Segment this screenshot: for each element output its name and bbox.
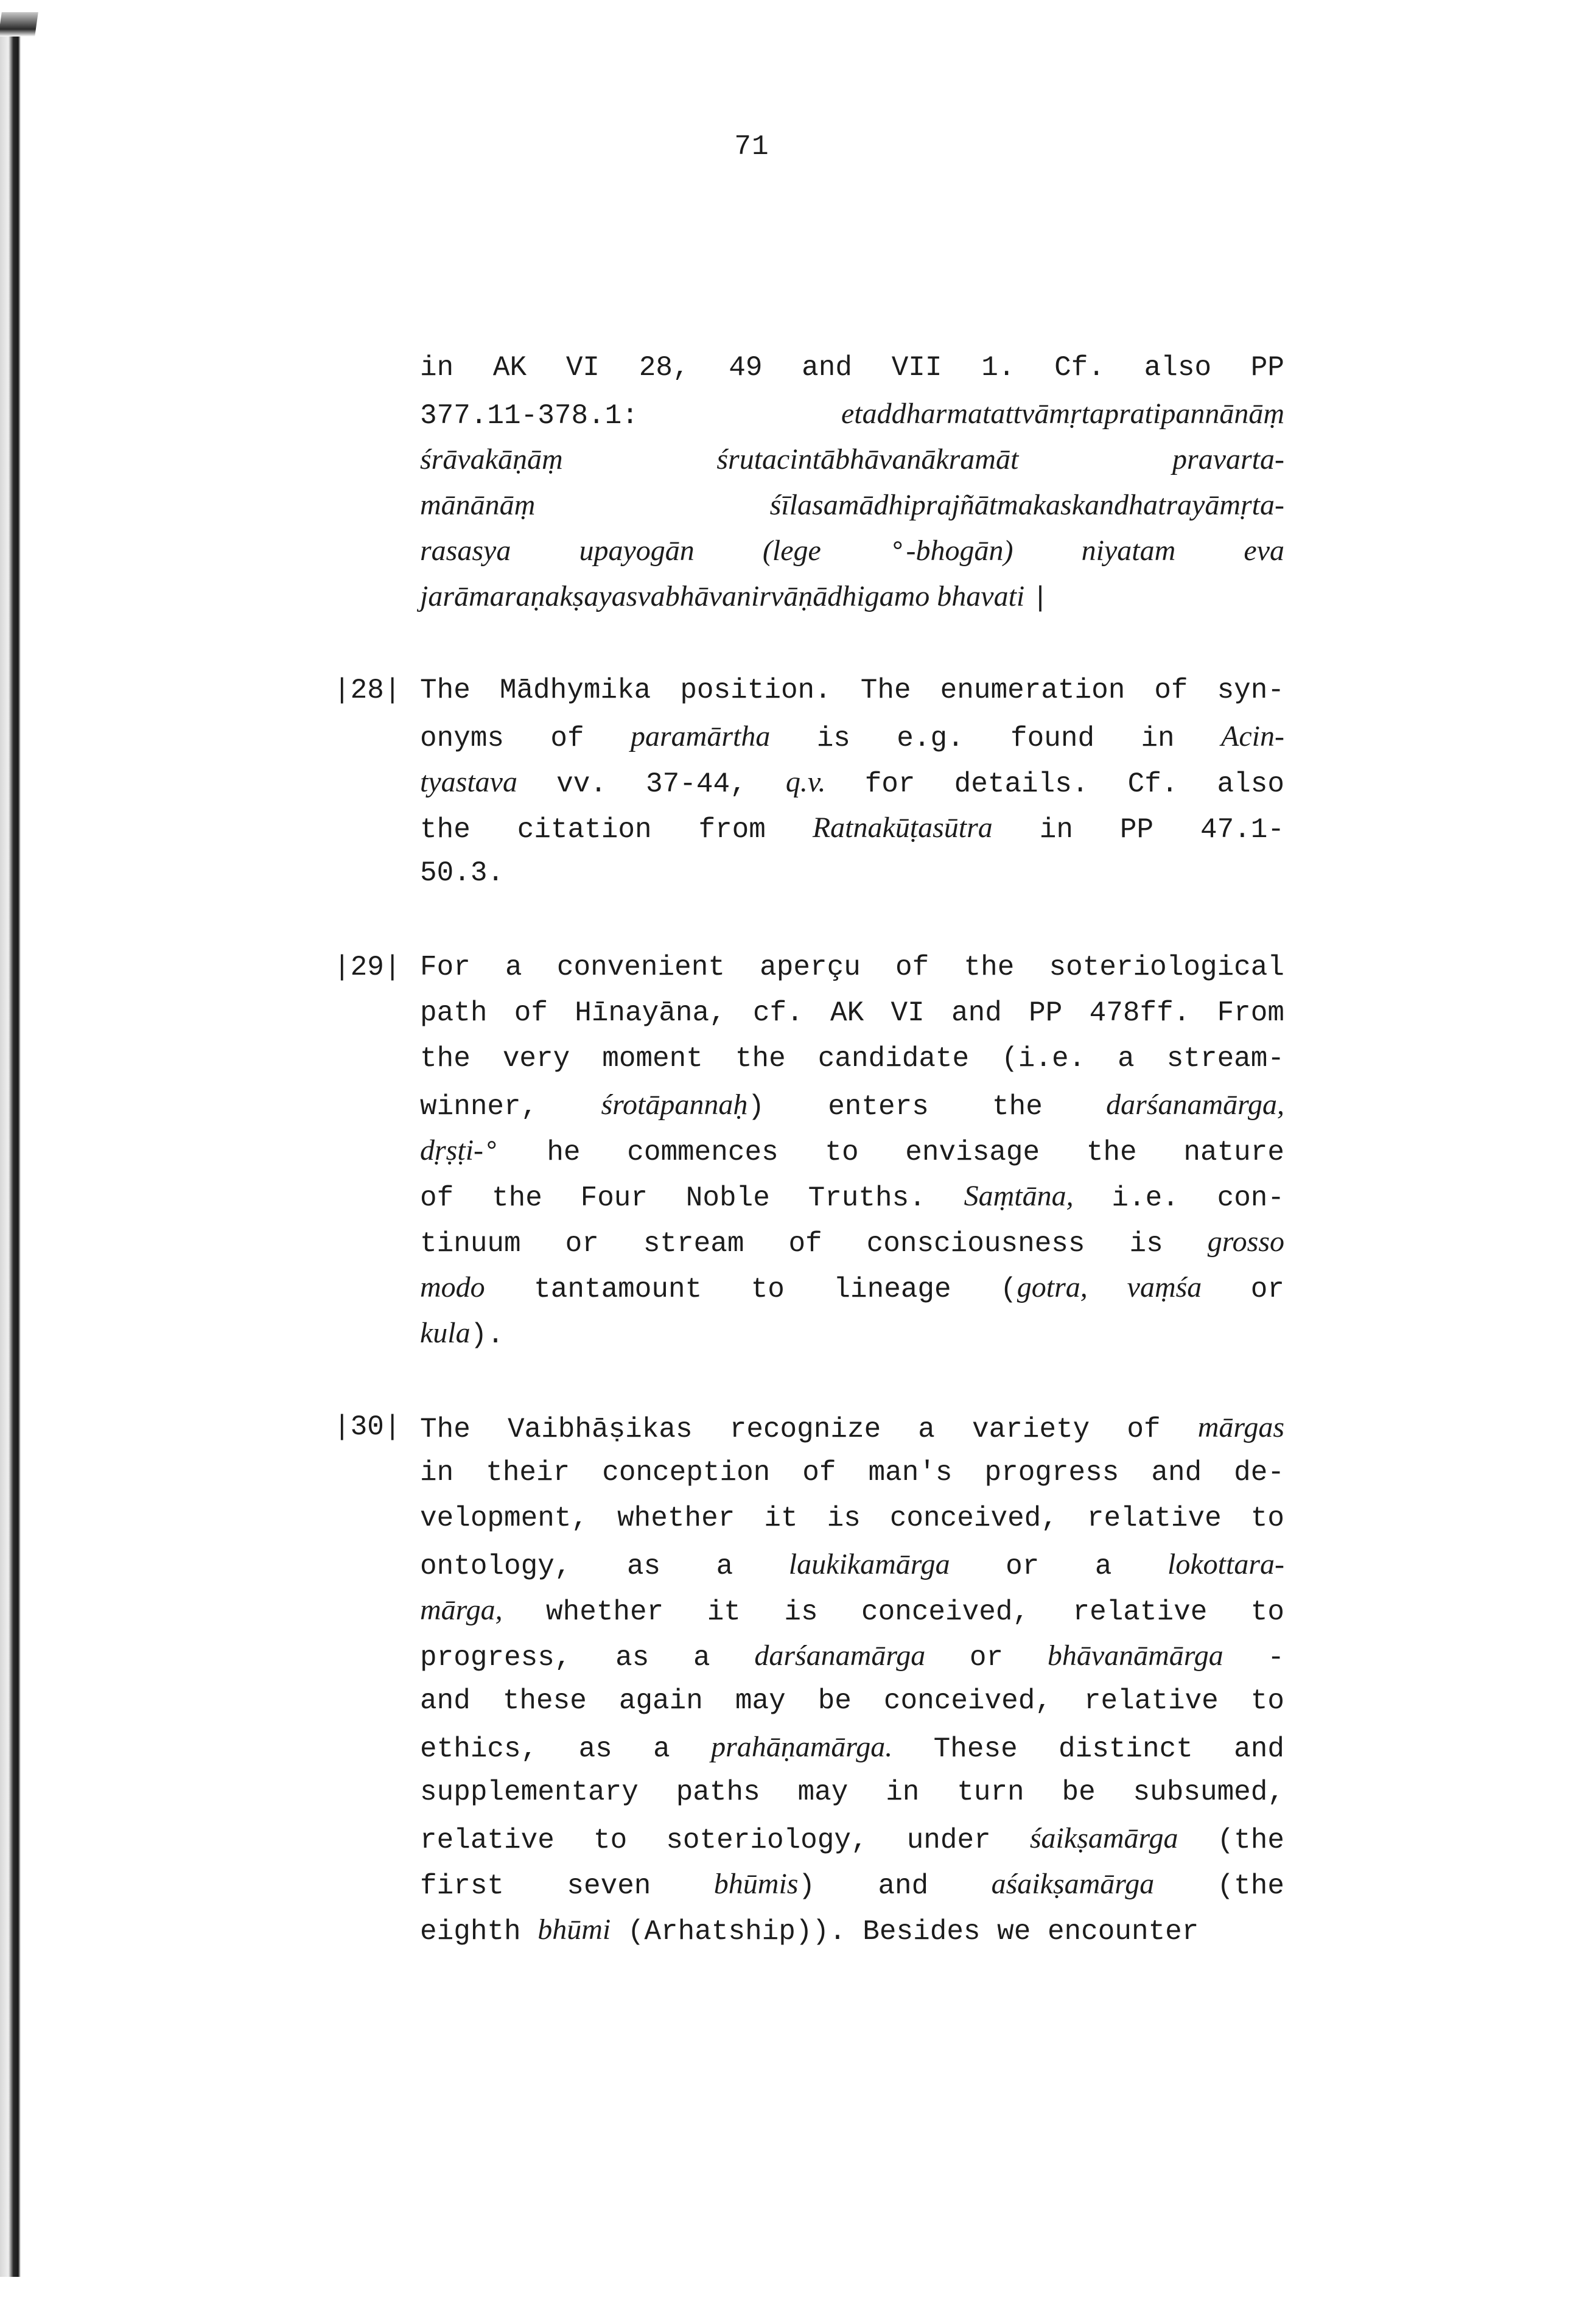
text-line xyxy=(420,1861,1284,1907)
italic-term: darśanamārga, xyxy=(1106,1089,1284,1121)
text-run: For a convenient aperçu of the soteriological xyxy=(420,952,1284,983)
text-run: or xyxy=(925,1642,1048,1674)
text-run: i.e. con- xyxy=(1073,1182,1285,1214)
text-run: (the xyxy=(1154,1870,1284,1902)
text-run: in AK VI 28, 49 and VII 1. Cf. also PP xyxy=(420,352,1284,384)
page-binding-corner xyxy=(0,12,38,37)
continuation-paragraph xyxy=(420,345,1284,619)
italic-term: śaikṣamārga xyxy=(1029,1822,1178,1854)
page-binding-edge xyxy=(0,24,24,2277)
text-line xyxy=(420,1450,1284,1496)
text-line xyxy=(420,1036,1284,1082)
text-run: or a xyxy=(950,1551,1167,1582)
text-line xyxy=(420,713,1284,759)
note-28-paragraph xyxy=(420,668,1284,896)
italic-term: -bhogān) niyatam eva xyxy=(906,535,1285,567)
text-run: vv. 37-44, xyxy=(517,768,786,800)
note-29-paragraph xyxy=(420,945,1284,1356)
text-line xyxy=(420,1541,1284,1587)
text-run: the citation from xyxy=(420,814,813,846)
page-number: 71 xyxy=(734,131,769,163)
italic-term: jarāmaraṇakṣayasvabhāvanirvāṇādhigamo bhavati xyxy=(420,580,1032,612)
text-run: (the xyxy=(1178,1825,1284,1856)
text-line xyxy=(420,482,1284,528)
italic-term: bhūmi xyxy=(537,1913,611,1946)
text-run: ) and xyxy=(798,1870,992,1902)
text-run: velopment, whether it is conceived, relative to xyxy=(420,1502,1284,1534)
italic-term: Saṃtāna, xyxy=(964,1180,1074,1212)
italic-term: tyastava xyxy=(420,766,517,798)
note-marker-30: |30| xyxy=(334,1411,401,1443)
italic-term: dṛṣṭi- xyxy=(420,1134,484,1166)
italic-term: mārgas xyxy=(1197,1411,1284,1443)
text-run: 377.11-378.1: xyxy=(420,400,841,432)
italic-term: q.v. xyxy=(785,766,826,798)
text-run: winner, xyxy=(420,1091,601,1123)
note-marker-29: |29| xyxy=(334,952,401,983)
text-run: supplementary paths may in turn be subsumed, xyxy=(420,1776,1284,1808)
italic-term: bhūmis xyxy=(713,1868,799,1900)
italic-term: laukikamārga xyxy=(788,1548,950,1580)
text-run: of the Four Noble Truths. xyxy=(420,1182,964,1214)
text-run: ethics, as a xyxy=(420,1733,712,1765)
italic-term: rasasya upayogān (lege xyxy=(420,535,889,567)
text-run: tantamount to lineage ( xyxy=(485,1274,1017,1305)
text-run: ontology, as a xyxy=(420,1551,789,1582)
text-line xyxy=(420,1815,1284,1861)
text-line xyxy=(420,1082,1284,1127)
text-run: and these again may be conceived, relative to xyxy=(420,1685,1284,1717)
text-line xyxy=(420,1587,1284,1633)
note-30-paragraph xyxy=(420,1404,1284,1952)
text-run: ). xyxy=(470,1319,504,1351)
italic-term: lokottara- xyxy=(1167,1548,1284,1580)
text-line xyxy=(420,1496,1284,1541)
text-line xyxy=(420,1678,1284,1724)
note-marker-28: |28| xyxy=(334,675,401,706)
text-line xyxy=(420,1404,1284,1450)
text-line xyxy=(420,1310,1284,1356)
text-run: relative to soteriology, under xyxy=(420,1825,1030,1856)
italic-term: mānānāṃ śīlasamādhiprajñātmakaskandhatrayāmṛta- xyxy=(420,489,1284,521)
text-run: is e.g. found in xyxy=(770,723,1222,754)
italic-term: Acin- xyxy=(1221,720,1284,752)
text-run: he commences to envisage the nature xyxy=(500,1137,1284,1168)
italic-term: darśanamārga xyxy=(754,1639,926,1672)
italic-term: prahāṇamārga. xyxy=(711,1731,893,1763)
text-run: for details. Cf. also xyxy=(825,768,1284,800)
text-run: progress, as a xyxy=(420,1642,755,1674)
text-run: the very moment the candidate (i.e. a stream- xyxy=(420,1043,1284,1075)
text-line xyxy=(420,528,1284,573)
text-run: - xyxy=(1223,1642,1284,1674)
text-line xyxy=(420,945,1284,990)
text-line xyxy=(420,805,1284,850)
text-run: first seven xyxy=(420,1870,714,1902)
text-run: The Mādhymika position. The enumeration of syn- xyxy=(420,675,1284,706)
text-line xyxy=(420,1173,1284,1219)
italic-term: paramārtha xyxy=(630,720,771,752)
text-run: onyms of xyxy=(420,723,631,754)
text-line xyxy=(420,1633,1284,1678)
text-run: 50.3. xyxy=(420,857,505,889)
italic-term: Ratnakūṭasūtra xyxy=(812,812,993,844)
text-run: ) enters the xyxy=(747,1091,1107,1123)
italic-term: etaddharmatattvāmṛtapratipannānāṃ xyxy=(841,398,1284,430)
italic-term: kula xyxy=(420,1317,471,1349)
text-run: (Arhatship)). Besides we encounter xyxy=(611,1916,1199,1948)
text-run: ° xyxy=(483,1137,500,1168)
italic-term: śrāvakāṇāṃ śrutacintābhāvanākramāt pravarta- xyxy=(420,443,1284,475)
text-line xyxy=(420,391,1284,437)
text-run: These distinct and xyxy=(892,1733,1284,1765)
text-line xyxy=(420,1907,1284,1952)
text-line xyxy=(420,345,1284,391)
text-line xyxy=(420,668,1284,713)
text-run: or xyxy=(1202,1274,1284,1305)
italic-term: mārga, xyxy=(420,1594,503,1626)
text-run: eighth xyxy=(420,1916,538,1948)
text-line xyxy=(420,850,1284,896)
text-line xyxy=(420,759,1284,805)
text-run: in their conception of man's progress and de- xyxy=(420,1457,1284,1488)
text-run: tinuum or stream of consciousness is xyxy=(420,1228,1208,1260)
text-run: ° xyxy=(889,537,906,569)
italic-term: śrotāpannaḥ xyxy=(601,1089,748,1121)
text-line xyxy=(420,1219,1284,1264)
text-run: path of Hīnayāna, cf. AK VI and PP 478ff. From xyxy=(420,997,1284,1029)
text-run: in PP 47.1- xyxy=(992,814,1284,846)
text-line xyxy=(420,437,1284,482)
text-line xyxy=(420,1770,1284,1815)
text-line xyxy=(420,1127,1284,1173)
text-line xyxy=(420,1724,1284,1770)
text-line xyxy=(420,1264,1284,1310)
italic-term: gotra, vaṃśa xyxy=(1017,1271,1202,1303)
text-line xyxy=(420,990,1284,1036)
italic-term: grosso xyxy=(1207,1225,1284,1258)
text-run: The Vaibhāṣikas recognize a variety of xyxy=(420,1414,1198,1445)
text-line xyxy=(420,573,1284,619)
italic-term: bhāvanāmārga xyxy=(1047,1639,1223,1672)
text-run: | xyxy=(1032,583,1049,614)
italic-term: aśaikṣamārga xyxy=(991,1868,1155,1900)
italic-term: modo xyxy=(420,1271,485,1303)
text-run: whether it is conceived, relative to xyxy=(502,1596,1284,1628)
